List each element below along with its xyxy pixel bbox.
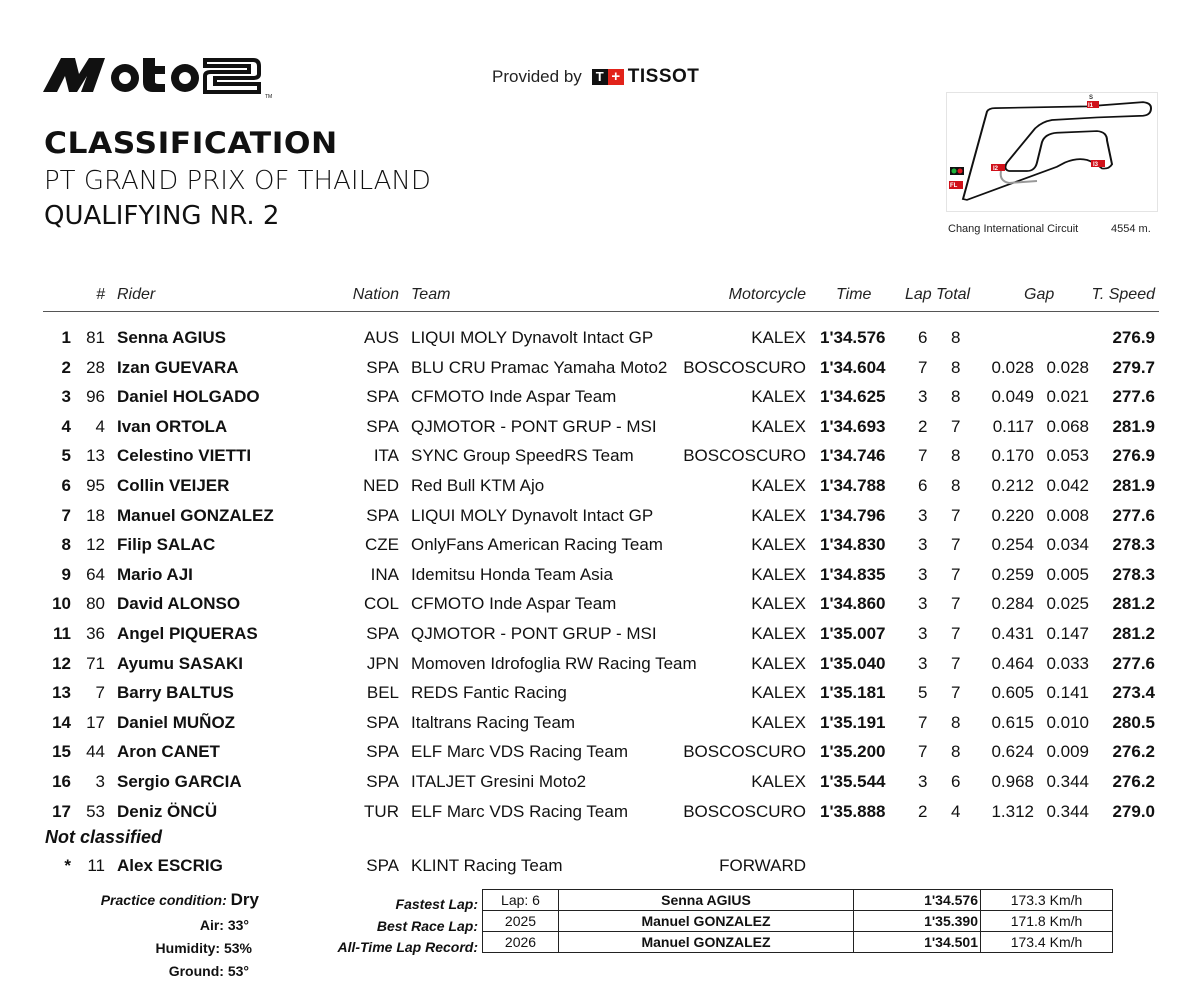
row-gap-previous: 0.147	[1046, 624, 1089, 643]
row-total-laps: 7	[951, 505, 961, 525]
row-gap-first: 0.284	[991, 594, 1034, 614]
row-rider-name: Mario AJI	[117, 564, 193, 584]
record-rider: Manuel GONZALEZ	[559, 911, 854, 932]
row-motorcycle: KALEX	[751, 712, 806, 732]
row-total-laps: 7	[951, 653, 961, 673]
row-top-speed: 280.5	[1112, 712, 1155, 732]
table-row	[0, 772, 1197, 801]
row-team: ELF Marc VDS Racing Team	[411, 742, 628, 762]
not-classified-row	[0, 856, 1197, 885]
row-time: 1'34.604	[820, 357, 886, 377]
row-gap-previous: 0.042	[1046, 476, 1089, 495]
row-rider-number: 36	[86, 624, 105, 643]
row-gap-previous: 0.053	[1046, 446, 1089, 466]
row-gap-first: 0.464	[991, 653, 1034, 673]
row-time: 1'35.888	[820, 801, 886, 821]
row-gap-first: 0.259	[991, 564, 1034, 584]
row-rider-name: Celestino VIETTI	[117, 446, 252, 466]
row-rider-name: Aron CANET	[117, 742, 220, 762]
table-row	[0, 417, 1197, 446]
circuit-map	[946, 92, 1158, 212]
row-time: 1'34.860	[820, 594, 886, 614]
row-rider-number: 95	[86, 476, 105, 495]
row-lap: 3	[918, 772, 928, 791]
row-team: QJMOTOR - PONT GRUP - MSI	[411, 416, 657, 436]
row-total-laps: 8	[951, 328, 961, 347]
row-time: 1'34.625	[820, 387, 886, 407]
row-rider-number: 44	[86, 742, 105, 762]
row-nation: JPN	[366, 653, 399, 673]
circuit-name: Chang International Circuit	[948, 223, 1079, 235]
row-total-laps: 6	[951, 772, 961, 791]
header-nation: Nation	[352, 286, 399, 303]
row-position: 16	[52, 772, 71, 791]
row-team: BLU CRU Pramac Yamaha Moto2	[411, 357, 668, 377]
row-motorcycle: KALEX	[751, 416, 806, 436]
row-team: CFMOTO Inde Aspar Team	[411, 594, 617, 614]
row-team: KLINT Racing Team	[411, 856, 563, 875]
row-motorcycle: KALEX	[751, 653, 806, 673]
row-motorcycle: FORWARD	[719, 856, 806, 875]
moto2-logo	[43, 54, 278, 100]
row-motorcycle: BOSCOSCURO	[683, 742, 806, 762]
start-marker: S	[1089, 95, 1094, 101]
event-name: PT GRAND PRIX OF THAILAND	[44, 166, 431, 196]
row-position: 7	[61, 505, 71, 525]
row-lap: 7	[918, 446, 928, 466]
row-rider-number: 4	[95, 416, 105, 436]
row-time: 1'35.191	[820, 712, 886, 732]
row-rider-number: 28	[86, 357, 105, 377]
row-nation: SPA	[366, 712, 399, 732]
row-nation: SPA	[366, 624, 399, 643]
row-time: 1'34.835	[820, 564, 886, 584]
row-position: 15	[52, 742, 71, 762]
i3-marker: I3	[1093, 162, 1099, 168]
row-position: 1	[61, 328, 71, 347]
row-nation: SPA	[366, 505, 399, 525]
row-rider-name: Angel PIQUERAS	[117, 624, 258, 643]
row-position: 8	[61, 535, 71, 555]
row-rider-name: Daniel HOLGADO	[117, 387, 260, 407]
row-rider-number: 64	[86, 564, 105, 584]
table-row	[0, 328, 1197, 357]
row-rider-number: 96	[86, 387, 105, 407]
row-total-laps: 8	[951, 742, 961, 762]
row-gap-previous: 0.034	[1046, 535, 1089, 555]
row-lap: 3	[918, 505, 928, 525]
row-motorcycle: BOSCOSCURO	[683, 446, 806, 466]
row-rider-number: 80	[86, 594, 105, 614]
row-top-speed: 277.6	[1112, 653, 1155, 673]
row-gap-first: 0.049	[991, 387, 1034, 407]
row-team: OnlyFans American Racing Team	[411, 535, 663, 555]
row-gap-previous: 0.028	[1046, 357, 1089, 377]
circuit-length: 4554 m.	[1111, 223, 1151, 235]
row-top-speed: 276.9	[1112, 446, 1155, 466]
sponsor-line	[492, 66, 699, 88]
i1-marker: I1	[1088, 103, 1094, 109]
row-top-speed: 276.2	[1112, 742, 1155, 762]
row-gap-previous: 0.021	[1046, 387, 1089, 407]
row-gap-previous: 0.141	[1046, 683, 1089, 703]
header-total: Total	[936, 286, 971, 303]
row-time: 1'35.544	[820, 772, 886, 791]
row-gap-previous: 0.033	[1046, 653, 1089, 673]
row-time: 1'34.830	[820, 535, 886, 555]
row-nation: AUS	[364, 328, 399, 347]
row-total-laps: 8	[951, 712, 961, 732]
row-lap: 7	[918, 712, 928, 732]
row-time: 1'34.576	[820, 328, 886, 347]
row-nation: ITA	[373, 446, 399, 466]
row-total-laps: 8	[951, 387, 961, 407]
row-position: *	[64, 856, 71, 875]
table-row	[0, 446, 1197, 475]
row-rider-name: Filip SALAC	[117, 535, 216, 555]
row-position: 10	[52, 594, 71, 614]
header-lap: Lap	[905, 286, 932, 303]
row-team: LIQUI MOLY Dynavolt Intact GP	[411, 328, 654, 347]
row-team: REDS Fantic Racing	[411, 683, 567, 703]
row-top-speed: 276.2	[1112, 772, 1155, 791]
practice-condition	[101, 890, 259, 910]
header-number: #	[96, 286, 105, 303]
row-gap-previous: 0.009	[1046, 742, 1089, 762]
row-nation: SPA	[366, 742, 399, 762]
ground-temp: Ground: 53°	[168, 963, 249, 979]
row-motorcycle: KALEX	[751, 683, 806, 703]
row-rider-number: 71	[86, 653, 105, 673]
row-rider-number: 53	[86, 801, 105, 821]
row-motorcycle: KALEX	[751, 476, 806, 495]
header-team: Team	[411, 286, 451, 303]
row-lap: 3	[918, 594, 928, 614]
table-row	[0, 506, 1197, 535]
practice-condition-value: Dry	[230, 890, 259, 909]
row-lap: 6	[918, 476, 928, 495]
row-rider-number: 12	[86, 535, 105, 555]
row-gap-first: 0.117	[992, 416, 1034, 436]
row-total-laps: 7	[951, 594, 961, 614]
row-motorcycle: BOSCOSCURO	[683, 357, 806, 377]
row-rider-number: 17	[86, 712, 105, 732]
table-row	[0, 565, 1197, 594]
header-motorcycle: Motorcycle	[728, 286, 806, 303]
row-top-speed: 276.9	[1112, 328, 1155, 347]
best-race-lap-row	[483, 911, 1113, 932]
table-row	[0, 594, 1197, 623]
row-gap-first: 0.220	[991, 505, 1034, 525]
row-rider-name: Collin VEIJER	[117, 476, 230, 495]
row-rider-name: Izan GUEVARA	[117, 357, 239, 377]
row-gap-first: 0.624	[991, 742, 1034, 762]
record-year: 2026	[483, 932, 559, 953]
row-time: 1'35.200	[820, 742, 886, 762]
finish-line-marker: FL	[950, 183, 958, 189]
row-nation: SPA	[366, 856, 399, 875]
i2-marker: I2	[993, 166, 999, 172]
row-gap-first: 0.615	[991, 712, 1034, 732]
row-motorcycle: KALEX	[751, 387, 806, 407]
all-time-record-row	[483, 932, 1113, 953]
row-total-laps: 7	[951, 416, 961, 436]
row-nation: CZE	[365, 535, 399, 555]
row-gap-first: 1.312	[991, 801, 1034, 821]
row-team: ELF Marc VDS Racing Team	[411, 801, 628, 821]
row-nation: COL	[364, 594, 399, 614]
table-row	[0, 802, 1197, 831]
row-lap: 3	[918, 387, 928, 407]
row-total-laps: 8	[951, 476, 961, 495]
row-team: Red Bull KTM Ajo	[411, 476, 545, 495]
row-rider-number: 7	[95, 683, 105, 703]
header-time: Time	[836, 286, 872, 303]
row-lap: 7	[918, 742, 928, 762]
row-rider-name: Sergio GARCIA	[117, 772, 242, 791]
table-row	[0, 713, 1197, 742]
row-motorcycle: BOSCOSCURO	[683, 801, 806, 821]
row-nation: BEL	[366, 683, 399, 703]
row-rider-number: 18	[86, 505, 105, 525]
row-motorcycle: KALEX	[751, 624, 806, 643]
record-rider: Manuel GONZALEZ	[559, 932, 854, 953]
row-motorcycle: KALEX	[751, 505, 806, 525]
row-gap-first: 0.170	[991, 446, 1034, 466]
row-position: 6	[61, 476, 71, 495]
row-gap-first: 0.212	[991, 476, 1034, 495]
table-row	[0, 358, 1197, 387]
row-rider-number: 13	[86, 446, 105, 466]
row-time: 1'34.796	[820, 505, 886, 525]
row-gap-first: 0.028	[991, 357, 1034, 377]
row-team: CFMOTO Inde Aspar Team	[411, 387, 617, 407]
row-team: ITALJET Gresini Moto2	[411, 772, 587, 791]
row-time: 1'34.788	[820, 476, 886, 495]
row-gap-first: 0.254	[991, 535, 1034, 555]
sponsor-name: TISSOT	[627, 66, 700, 87]
row-lap: 7	[918, 357, 928, 377]
record-time: 1'35.390	[854, 911, 981, 932]
row-total-laps: 7	[951, 535, 961, 555]
row-rider-name: Daniel MUÑOZ	[117, 712, 236, 732]
row-top-speed: 273.4	[1112, 683, 1155, 703]
row-motorcycle: KALEX	[751, 328, 806, 347]
row-gap-previous: 0.025	[1046, 594, 1089, 614]
row-motorcycle: KALEX	[751, 535, 806, 555]
row-position: 9	[61, 564, 71, 584]
row-position: 13	[52, 683, 71, 703]
row-rider-name: Deniz ÖNCÜ	[117, 801, 218, 821]
page-title: CLASSIFICATION	[44, 126, 338, 160]
row-gap-previous: 0.010	[1046, 712, 1089, 732]
fastest-lap-row	[483, 890, 1113, 911]
row-rider-number: 3	[95, 772, 105, 791]
row-top-speed: 281.9	[1112, 416, 1155, 436]
row-team: Idemitsu Honda Team Asia	[411, 564, 613, 584]
row-gap-previous: 0.344	[1046, 772, 1089, 791]
row-position: 3	[61, 387, 71, 407]
record-time: 1'34.576	[854, 890, 981, 911]
header-rider: Rider	[117, 286, 156, 303]
row-time: 1'35.040	[820, 653, 886, 673]
row-top-speed: 281.2	[1112, 594, 1155, 614]
row-top-speed: 278.3	[1112, 564, 1155, 584]
provided-by-label: Provided by	[492, 67, 582, 86]
row-motorcycle: KALEX	[751, 594, 806, 614]
record-rider: Senna AGIUS	[559, 890, 854, 911]
header-speed: T. Speed	[1091, 286, 1155, 303]
row-lap: 2	[918, 416, 928, 436]
row-lap: 2	[918, 801, 928, 821]
table-row	[0, 742, 1197, 771]
row-gap-previous: 0.008	[1046, 505, 1089, 525]
row-team: Italtrans Racing Team	[411, 712, 576, 732]
table-row	[0, 654, 1197, 683]
not-classified-heading: Not classified	[45, 827, 163, 847]
row-rider-name: Ivan ORTOLA	[117, 416, 228, 436]
row-time: 1'35.007	[820, 624, 886, 643]
row-rider-number: 81	[86, 328, 105, 347]
row-total-laps: 8	[951, 357, 961, 377]
row-total-laps: 7	[951, 624, 961, 643]
row-top-speed: 278.3	[1112, 535, 1155, 555]
row-position: 5	[61, 446, 71, 466]
row-nation: INA	[370, 564, 399, 584]
row-top-speed: 281.2	[1112, 624, 1155, 643]
row-team: LIQUI MOLY Dynavolt Intact GP	[411, 505, 654, 525]
lap-records-table	[482, 889, 1113, 953]
row-rider-number: 11	[87, 856, 105, 875]
row-team: SYNC Group SpeedRS Team	[411, 446, 634, 466]
tissot-logo-icon: T +	[592, 69, 624, 85]
row-top-speed: 277.6	[1112, 387, 1155, 407]
row-nation: TUR	[364, 801, 399, 821]
row-rider-name: Manuel GONZALEZ	[117, 505, 274, 525]
best-race-lap-label: Best Race Lap:	[376, 918, 478, 934]
session-name: QUALIFYING NR. 2	[44, 201, 280, 231]
row-lap: 6	[918, 328, 928, 347]
table-row	[0, 387, 1197, 416]
row-nation: SPA	[366, 416, 399, 436]
row-gap-first: 0.605	[991, 683, 1034, 703]
all-time-record-label: All-Time Lap Record:	[337, 939, 478, 955]
row-gap-previous: 0.344	[1046, 801, 1089, 821]
row-nation: SPA	[366, 772, 399, 791]
record-speed: 171.8 Km/h	[981, 911, 1113, 932]
row-rider-name: David ALONSO	[117, 594, 241, 614]
row-position: 11	[53, 624, 71, 643]
practice-condition-label: Practice condition:	[100, 892, 227, 908]
table-row	[0, 624, 1197, 653]
header-gap: Gap	[1024, 286, 1055, 303]
row-lap: 3	[918, 624, 928, 643]
row-position: 14	[52, 712, 71, 732]
row-gap-previous: 0.068	[1046, 416, 1089, 436]
row-position: 17	[52, 801, 71, 821]
svg-text:TM: TM	[265, 94, 273, 100]
record-year: 2025	[483, 911, 559, 932]
row-time: 1'34.693	[820, 416, 886, 436]
row-total-laps: 8	[951, 446, 961, 466]
table-row	[0, 683, 1197, 712]
row-lap: 3	[918, 564, 928, 584]
row-gap-first: 0.431	[991, 624, 1034, 643]
row-rider-name: Senna AGIUS	[117, 328, 226, 347]
fastest-lap-label: Fastest Lap:	[395, 896, 478, 912]
record-speed: 173.4 Km/h	[981, 932, 1113, 953]
table-row	[0, 476, 1197, 505]
row-rider-name: Alex ESCRIG	[117, 856, 223, 875]
air-temp: Air: 33°	[199, 917, 249, 933]
header-divider	[43, 311, 1159, 312]
row-nation: SPA	[366, 387, 399, 407]
table-row	[0, 535, 1197, 564]
row-rider-name: Ayumu SASAKI	[117, 653, 243, 673]
row-time: 1'35.181	[820, 683, 886, 703]
record-speed: 173.3 Km/h	[981, 890, 1113, 911]
row-position: 4	[61, 416, 71, 436]
row-top-speed: 279.7	[1112, 357, 1155, 377]
record-lap: Lap: 6	[483, 890, 559, 911]
record-time: 1'34.501	[854, 932, 981, 953]
row-position: 2	[61, 357, 71, 377]
row-nation: SPA	[366, 357, 399, 377]
row-motorcycle: KALEX	[751, 772, 806, 791]
row-total-laps: 4	[951, 801, 961, 821]
row-top-speed: 281.9	[1112, 476, 1155, 495]
row-nation: NED	[363, 476, 399, 495]
row-lap: 5	[918, 683, 928, 703]
row-time: 1'34.746	[820, 446, 886, 466]
row-total-laps: 7	[951, 683, 961, 703]
row-top-speed: 279.0	[1112, 801, 1155, 821]
row-gap-first: 0.968	[991, 772, 1034, 791]
row-rider-name: Barry BALTUS	[117, 683, 234, 703]
row-total-laps: 7	[951, 564, 961, 584]
row-top-speed: 277.6	[1112, 505, 1155, 525]
row-motorcycle: KALEX	[751, 564, 806, 584]
row-lap: 3	[918, 653, 928, 673]
row-position: 12	[52, 653, 71, 673]
humidity: Humidity: 53%	[155, 940, 252, 956]
row-lap: 3	[918, 535, 928, 555]
row-team: QJMOTOR - PONT GRUP - MSI	[411, 624, 657, 643]
row-team: Momoven Idrofoglia RW Racing Team	[411, 653, 697, 673]
row-gap-previous: 0.005	[1046, 564, 1089, 584]
